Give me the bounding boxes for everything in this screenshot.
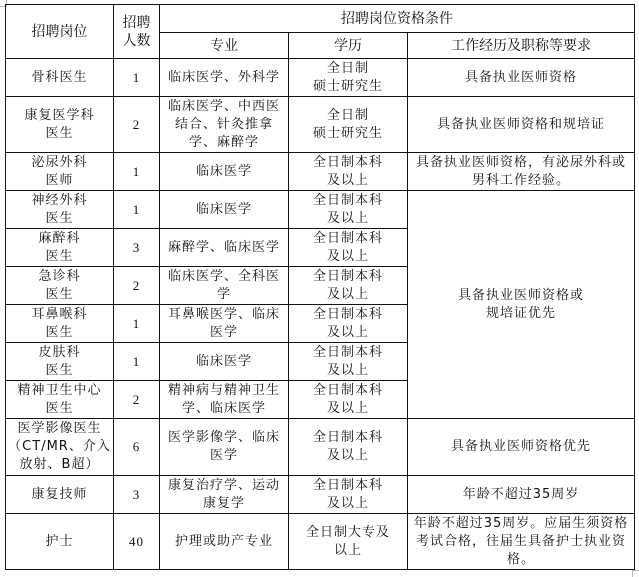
education-cell: 全日制本科 及以上 (289, 343, 408, 381)
table-row (6, 153, 635, 191)
position-cell: 康复医学科 医生 (6, 97, 114, 153)
major-cell: 临床医学、全科医学 (160, 267, 289, 305)
position-cell: 精神卫生中心 医生 (6, 381, 114, 419)
header-row (6, 5, 635, 33)
requirement-cell: 具备执业医师资格，有泌尿外科或男科工作经验。 (408, 153, 635, 191)
major-cell: 医学影像学、临床医学 (160, 419, 289, 476)
position-cell: 麻醉科 医生 (6, 229, 114, 267)
education-cell: 全日制本科 及以上 (289, 153, 408, 191)
header-major: 专业 (160, 33, 289, 59)
count-cell: 2 (114, 97, 160, 153)
major-cell: 临床医学 (160, 153, 289, 191)
major-cell: 精神病与精神卫生学、临床医学 (160, 381, 289, 419)
education-cell: 全日制本科 及以上 (289, 419, 408, 476)
education-cell: 全日制本科 及以上 (289, 267, 408, 305)
header-position: 招聘岗位 (6, 5, 114, 59)
education-cell: 全日制大专及 以上 (289, 514, 408, 570)
major-cell: 临床医学 (160, 191, 289, 229)
merged-requirement-cell: 具备执业医师资格或 规培证优先 (408, 191, 635, 419)
education-cell: 全日制本科 及以上 (289, 191, 408, 229)
header-education: 学历 (289, 33, 408, 59)
count-cell: 1 (114, 343, 160, 381)
requirement-cell: 具备执业医师资格优先 (408, 419, 635, 476)
education-cell: 全日制本科 及以上 (289, 305, 408, 343)
count-cell: 1 (114, 305, 160, 343)
education-cell: 全日制本科 及以上 (289, 381, 408, 419)
position-cell: 医学影像医生 （CT/MR、介入放射、B超） (6, 419, 114, 476)
major-cell: 临床医学、外科学 (160, 59, 289, 97)
count-cell: 1 (114, 191, 160, 229)
table-row (6, 419, 635, 476)
position-cell: 护士 (6, 514, 114, 570)
requirement-cell: 年龄不超过35周岁 (408, 476, 635, 514)
count-cell: 1 (114, 153, 160, 191)
table-row (6, 476, 635, 514)
major-cell: 康复治疗学、运动康复学 (160, 476, 289, 514)
position-cell: 骨科医生 (6, 59, 114, 97)
count-cell: 1 (114, 59, 160, 97)
recruitment-table (5, 4, 635, 570)
position-cell: 皮肤科 医生 (6, 343, 114, 381)
education-cell: 全日制 硕士研究生 (289, 97, 408, 153)
requirement-cell: 具备执业医师资格 (408, 59, 635, 97)
education-cell: 全日制本科 及以上 (289, 476, 408, 514)
header-count: 招聘 人数 (114, 5, 160, 59)
count-cell: 40 (114, 514, 160, 570)
count-cell: 2 (114, 381, 160, 419)
position-cell: 神经外科 医生 (6, 191, 114, 229)
table-row (6, 59, 635, 97)
education-cell: 全日制本科 及以上 (289, 229, 408, 267)
header-experience: 工作经历及职称等要求 (408, 33, 635, 59)
major-cell: 麻醉学、临床医学 (160, 229, 289, 267)
table-row (6, 514, 635, 570)
page-corner-mark (632, 570, 639, 577)
count-cell: 3 (114, 476, 160, 514)
requirement-cell: 年龄不超过35周岁。应届生须资格考试合格，往届生具备护士执业资格。 (408, 514, 635, 570)
table-row (6, 191, 635, 229)
position-cell: 耳鼻喉科 医生 (6, 305, 114, 343)
table-row (6, 97, 635, 153)
major-cell: 临床医学、中西医结合、针灸推拿学、麻醉学 (160, 97, 289, 153)
major-cell: 临床医学 (160, 343, 289, 381)
education-cell: 全日制 硕士研究生 (289, 59, 408, 97)
position-cell: 泌尿外科 医师 (6, 153, 114, 191)
count-cell: 2 (114, 267, 160, 305)
count-cell: 3 (114, 229, 160, 267)
major-cell: 护理或助产专业 (160, 514, 289, 570)
header-conditions: 招聘岗位资格条件 (160, 5, 635, 33)
major-cell: 耳鼻喉医学、临床医学 (160, 305, 289, 343)
count-cell: 6 (114, 419, 160, 476)
requirement-cell: 具备执业医师资格和规培证 (408, 97, 635, 153)
position-cell: 急诊科 医生 (6, 267, 114, 305)
position-cell: 康复技师 (6, 476, 114, 514)
